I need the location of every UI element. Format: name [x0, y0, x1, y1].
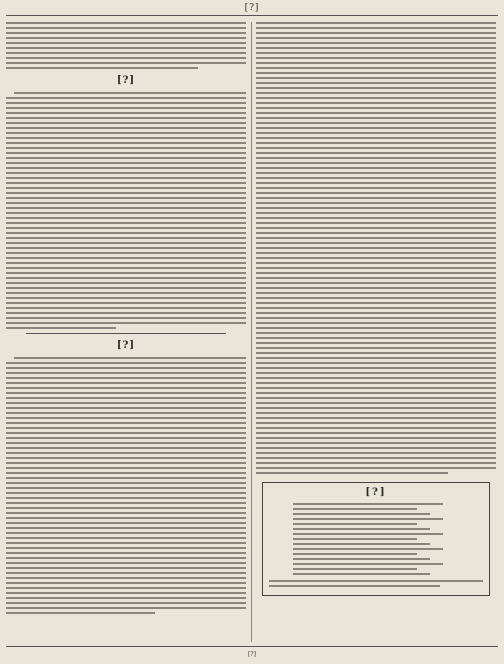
book-review-entries: [6, 357, 246, 614]
book-reviews-heading: [?]: [116, 340, 136, 351]
left-paragraph-2: [6, 92, 246, 329]
header-rule: [6, 15, 498, 16]
right-paragraph-1: [256, 22, 496, 474]
puzzle-title: [?]: [365, 487, 387, 498]
section-rule: [26, 333, 226, 334]
puzzle-verse: [269, 503, 483, 575]
puzzle-box: [262, 482, 490, 596]
footer-rule: [6, 646, 498, 647]
left-paragraph-1: [6, 22, 246, 69]
left-column: [6, 22, 246, 644]
footer-imprint: [?]: [248, 651, 256, 658]
section-heading: [?]: [116, 75, 136, 86]
column-divider: [251, 22, 252, 642]
page-number: [?]: [244, 3, 260, 13]
right-column: [256, 22, 496, 644]
puzzle-solution-note: [269, 580, 483, 582]
